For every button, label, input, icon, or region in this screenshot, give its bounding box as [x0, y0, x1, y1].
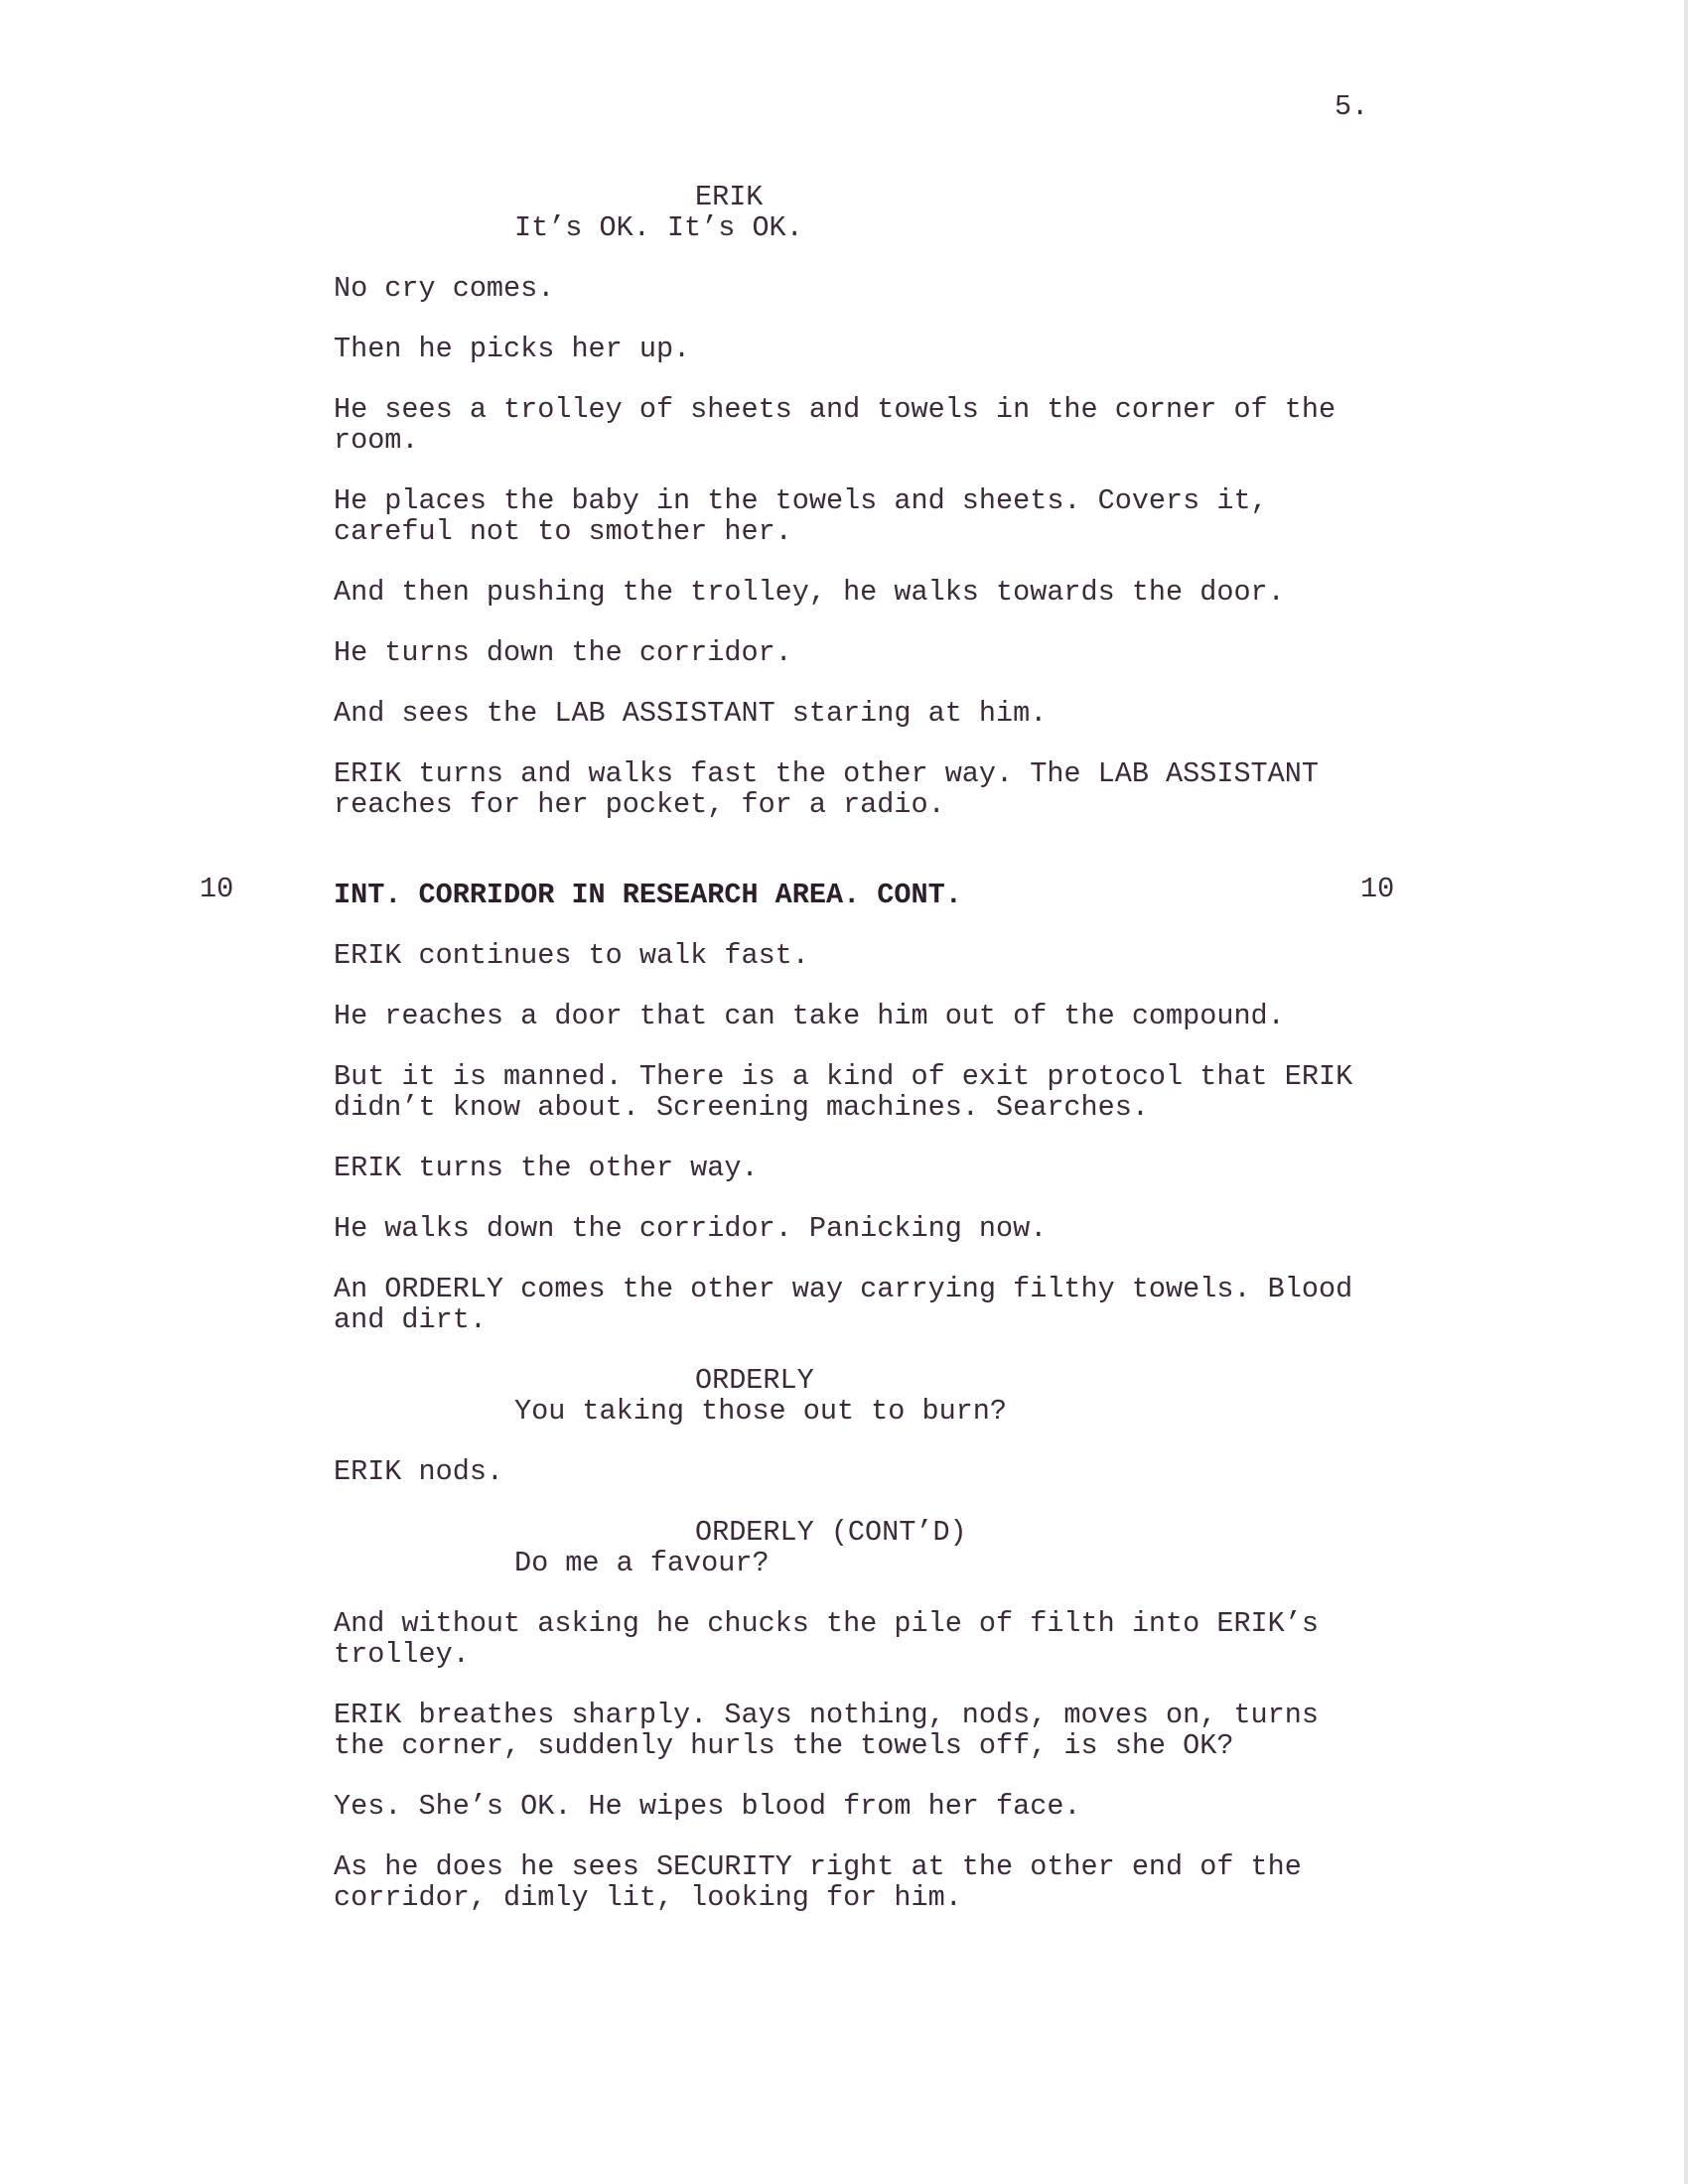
page-number: 5.	[1335, 90, 1369, 123]
character-name: ERIK	[695, 181, 764, 213]
dialogue-line: It’s OK. It’s OK.	[514, 211, 803, 244]
action-line: trolley.	[334, 1638, 470, 1671]
scene-number-left: 10	[200, 873, 234, 905]
action-line: the corner, suddenly hurls the towels off, is she OK?	[334, 1729, 1234, 1762]
action-line: He places the baby in the towels and sheets. Covers it,	[334, 484, 1268, 517]
character-name: ORDERLY	[695, 1364, 814, 1397]
action-line: He sees a trolley of sheets and towels in the corner of the	[334, 393, 1336, 426]
action-line: And sees the LAB ASSISTANT staring at him.	[334, 697, 1048, 730]
action-line: and dirt.	[334, 1303, 487, 1336]
action-line: ERIK turns and walks fast the other way. The LAB ASSISTANT	[334, 757, 1319, 790]
action-line: reaches for her pocket, for a radio.	[334, 788, 945, 821]
dialogue-line: You taking those out to burn?	[514, 1395, 1007, 1428]
action-line: careful not to smother her.	[334, 515, 792, 548]
action-line: But it is manned. There is a kind of exit protocol that ERIK	[334, 1060, 1353, 1093]
action-line: Then he picks her up.	[334, 333, 691, 365]
action-line: He walks down the corridor. Panicking now.	[334, 1212, 1048, 1245]
action-line: didn’t know about. Screening machines. Searches.	[334, 1091, 1149, 1124]
action-line: Yes. She’s OK. He wipes blood from her face.	[334, 1790, 1081, 1823]
action-line: ERIK continues to walk fast.	[334, 939, 809, 972]
action-line: ERIK turns the other way.	[334, 1152, 759, 1184]
action-line: No cry comes.	[334, 272, 555, 305]
scene-heading: INT. CORRIDOR IN RESEARCH AREA. CONT.	[334, 879, 962, 911]
action-line: As he does he sees SECURITY right at the other end of the	[334, 1850, 1302, 1883]
action-line: And then pushing the trolley, he walks towards the door.	[334, 576, 1285, 609]
action-line: He turns down the corridor.	[334, 636, 792, 669]
action-line: And without asking he chucks the pile of filth into ERIK’s	[334, 1607, 1319, 1640]
action-line: room.	[334, 424, 419, 457]
scene-number-right: 10	[1360, 873, 1395, 905]
action-line: He reaches a door that can take him out of the compound.	[334, 1000, 1285, 1032]
action-line: ERIK nods.	[334, 1455, 504, 1488]
action-line: ERIK breathes sharply. Says nothing, nods, moves on, turns	[334, 1699, 1319, 1731]
character-name: ORDERLY (CONT’D)	[695, 1516, 967, 1549]
action-line: An ORDERLY comes the other way carrying filthy towels. Blood	[334, 1273, 1353, 1305]
action-line: corridor, dimly lit, looking for him.	[334, 1881, 962, 1914]
dialogue-line: Do me a favour?	[514, 1547, 770, 1579]
